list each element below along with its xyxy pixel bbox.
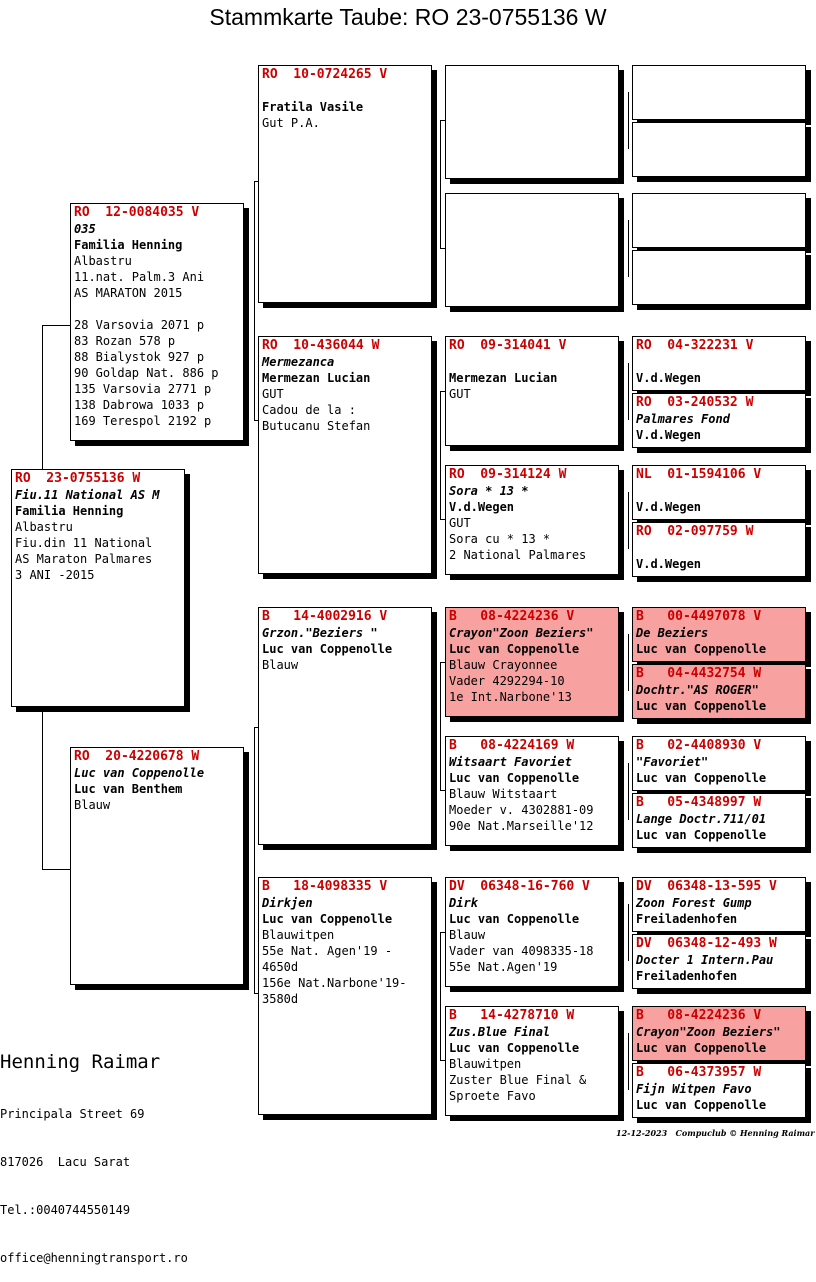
pigeon-card-g11 — [632, 736, 806, 791]
pigeon-card-father — [70, 203, 244, 441]
pigeon-info-line: 28 Varsovia 2071 p — [74, 318, 205, 332]
pigeon-name — [636, 211, 802, 227]
pigeon-info-line: 4650d — [262, 960, 299, 974]
pigeon-info-line: Sproete Favo — [449, 1089, 536, 1103]
connector-line — [42, 707, 43, 870]
pigeon-info-line: 55e Nat. Agen'19 - — [262, 944, 393, 958]
ring-number: B 02-4408930 V — [636, 738, 762, 753]
ring-number — [636, 67, 802, 83]
page-title: Stammkarte Taube: RO 23-0755136 W — [209, 4, 607, 30]
ring-number — [449, 195, 615, 211]
ring-number — [636, 124, 802, 140]
pigeon-info-line: Blauw — [74, 798, 111, 812]
pigeon-card-mff — [445, 607, 619, 717]
pigeon-name — [636, 268, 802, 284]
breeder-name — [636, 99, 802, 115]
breeder-name: V.d.Wegen — [636, 371, 702, 385]
ring-number: DV 06348-13-595 V — [636, 879, 777, 894]
breeder-name: V.d.Wegen — [449, 500, 515, 514]
breeder-name: Familia Henning — [15, 504, 124, 518]
pigeon-info-line: 3 ANI -2015 — [15, 568, 95, 582]
connector-line — [42, 325, 70, 326]
connector-line — [628, 763, 629, 820]
pigeon-card-fff — [445, 65, 619, 179]
ring-number: RO 10-436044 W — [262, 338, 380, 353]
pigeon-name: Docter 1 Intern.Pau — [636, 953, 774, 967]
connector-line — [628, 1033, 629, 1090]
pigeon-card-mm — [258, 877, 432, 1115]
pigeon-info-line: AS Maraton Palmares — [15, 552, 153, 566]
breeder-name — [636, 156, 802, 172]
ring-number — [636, 195, 802, 211]
breeder-name: Luc van Coppenolle — [636, 828, 767, 842]
connector-line — [440, 391, 441, 519]
pigeon-card-ff — [258, 65, 432, 303]
pigeon-card-mother — [70, 747, 244, 985]
ring-number — [636, 252, 802, 268]
ring-number: RO 10-0724265 V — [262, 67, 388, 82]
ring-number: B 08-4224236 V — [449, 609, 575, 624]
ring-number — [449, 67, 615, 83]
pigeon-info-line: Zuster Blue Final & — [449, 1073, 587, 1087]
pigeon-name: Crayon"Zoon Beziers" — [449, 626, 594, 640]
breeder-name: Luc van Coppenolle — [636, 1041, 767, 1055]
pigeon-info-line: Blauwitpen — [449, 1057, 522, 1071]
pigeon-info-line: Butucanu Stefan — [262, 419, 371, 433]
breeder-name: Luc van Coppenolle — [636, 642, 767, 656]
pigeon-info-line: Vader van 4098335-18 — [449, 944, 594, 958]
owner-email: office@henningtransport.ro — [0, 1251, 188, 1265]
breeder-name: Luc van Coppenolle — [262, 912, 393, 926]
pigeon-card-mf — [258, 607, 432, 845]
pigeon-name: Sora * 13 * — [449, 484, 529, 498]
connector-line — [628, 92, 629, 149]
footer-credit: 12-12-2023 Compuclub © Henning Raimar — [616, 1128, 815, 1138]
pigeon-name: Palmares Fond — [636, 412, 730, 426]
ring-number: B 04-4432754 W — [636, 666, 762, 681]
connector-line — [628, 634, 629, 691]
breeder-name: Fratila Vasile — [262, 100, 364, 114]
pigeon-card-g2 — [632, 122, 806, 177]
pigeon-card-g1 — [632, 65, 806, 120]
breeder-name: Freiladenhofen — [636, 969, 738, 983]
ring-number: RO 09-314124 W — [449, 467, 567, 482]
ring-number: NL 01-1594106 V — [636, 467, 762, 482]
pigeon-info-line: GUT — [449, 387, 471, 401]
pigeon-card-mmf — [445, 877, 619, 987]
connector-line — [254, 181, 255, 421]
pigeon-card-mmm — [445, 1006, 619, 1116]
ring-number: B 05-4348997 W — [636, 795, 762, 810]
pigeon-info-line: 135 Varsovia 2771 p — [74, 382, 212, 396]
pigeon-info-line: 2 National Palmares — [449, 548, 587, 562]
pigeon-info-line: Blauw — [262, 658, 299, 672]
pigeon-name: 035 — [74, 222, 96, 236]
pigeon-info-line: 90e Nat.Marseille'12 — [449, 819, 594, 833]
pigeon-info-line: 55e Nat.Agen'19 — [449, 960, 558, 974]
pigeon-card-ffm — [445, 193, 619, 307]
ring-number: B 14-4002916 V — [262, 609, 388, 624]
pigeon-info-line: 1e Int.Narbone'13 — [449, 690, 572, 704]
breeder-name: Luc van Coppenolle — [449, 642, 580, 656]
pigeon-name — [636, 540, 802, 556]
pigeon-card-g12 — [632, 793, 806, 848]
owner-name: Henning Raimar — [0, 1051, 161, 1073]
ring-number: RO 02-097759 W — [636, 524, 754, 539]
pigeon-info-line: 88 Bialystok 927 p — [74, 350, 205, 364]
pigeon-info-line: GUT — [262, 387, 284, 401]
pigeon-card-subject — [11, 469, 185, 707]
pigeon-card-g13 — [632, 877, 806, 932]
ring-number: RO 23-0755136 W — [15, 471, 141, 486]
pigeon-card-g3 — [632, 193, 806, 248]
pigeon-info-line — [74, 301, 240, 317]
pigeon-name: Fijn Witpen Favo — [636, 1082, 752, 1096]
ring-number: RO 04-322231 V — [636, 338, 754, 353]
pigeon-info-line: Moeder v. 4302881-09 — [449, 803, 594, 817]
pigeon-info-line: Vader 4292294-10 — [449, 674, 565, 688]
pigeon-name — [636, 483, 802, 499]
pigeon-name: Luc van Coppenolle — [74, 766, 205, 780]
pigeon-info-line: 90 Goldap Nat. 886 p — [74, 366, 219, 380]
pigeon-name: Lange Doctr.711/01 — [636, 812, 767, 826]
pigeon-name — [449, 354, 615, 370]
connector-line — [254, 727, 255, 994]
ring-number: B 00-4497078 V — [636, 609, 762, 624]
ring-number: RO 03-240532 W — [636, 395, 754, 410]
ring-number: B 18-4098335 V — [262, 879, 388, 894]
pigeon-info-line: Fiu.din 11 National — [15, 536, 153, 550]
pigeon-card-g9 — [632, 607, 806, 662]
pigeon-info-line: Albastru — [74, 254, 132, 268]
connector-line — [628, 220, 629, 277]
connector-line — [440, 120, 441, 248]
breeder-name: Luc van Coppenolle — [636, 1098, 767, 1112]
ring-number: RO 20-4220678 W — [74, 749, 200, 764]
pigeon-name: Grzon."Beziers " — [262, 626, 378, 640]
breeder-name: Luc van Coppenolle — [449, 771, 580, 785]
pigeon-card-g5 — [632, 336, 806, 391]
owner-street: Principala Street 69 — [0, 1107, 145, 1121]
connector-line — [628, 904, 629, 961]
ring-number: B 08-4224169 W — [449, 738, 575, 753]
pigeon-card-fm — [258, 336, 432, 574]
connector-line — [628, 363, 629, 420]
pigeon-name: Mermezanca — [262, 355, 335, 369]
pigeon-card-mfm — [445, 736, 619, 846]
pigeon-info-line: Gut P.A. — [262, 116, 320, 130]
pigeon-card-g7 — [632, 465, 806, 520]
breeder-name: Luc van Coppenolle — [636, 699, 767, 713]
pigeon-info-line: 156e Nat.Narbone'19- — [262, 976, 407, 990]
pigeon-name: Crayon"Zoon Beziers" — [636, 1025, 781, 1039]
pigeon-card-g4 — [632, 250, 806, 305]
pigeon-name — [262, 83, 428, 99]
pigeon-info-line: GUT — [449, 516, 471, 530]
ring-number: B 06-4373957 W — [636, 1065, 762, 1080]
pigeon-card-g8 — [632, 522, 806, 577]
owner-phone: Tel.:0040744550149 — [0, 1203, 131, 1217]
pigeon-info-line: 138 Dabrowa 1033 p — [74, 398, 205, 412]
connector-line — [628, 492, 629, 549]
pigeon-info-line: Sora cu * 13 * — [449, 532, 551, 546]
pigeon-info-line: Blauwitpen — [262, 928, 335, 942]
pigeon-name: Dirkjen — [262, 896, 313, 910]
ring-number: DV 06348-12-493 W — [636, 936, 777, 951]
breeder-name — [636, 284, 802, 300]
ring-number: RO 12-0084035 V — [74, 205, 200, 220]
pigeon-info-line: Blauw Witstaart — [449, 787, 558, 801]
breeder-name: Luc van Coppenolle — [636, 771, 767, 785]
breeder-name: Mermezan Lucian — [449, 371, 558, 385]
connector-line — [42, 325, 43, 469]
pigeon-info-line: Albastru — [15, 520, 73, 534]
pigeon-info-line: Blauw — [449, 928, 486, 942]
pigeon-info-line: Cadou de la : — [262, 403, 356, 417]
connector-line — [42, 869, 70, 870]
pigeon-name: Zus.Blue Final — [449, 1025, 551, 1039]
connector-line — [440, 662, 441, 790]
breeder-name: Freiladenhofen — [636, 912, 738, 926]
connector-line — [440, 932, 441, 1060]
breeder-name — [636, 227, 802, 243]
pigeon-name — [636, 354, 802, 370]
pigeon-card-g16 — [632, 1063, 806, 1118]
breeder-name: Luc van Coppenolle — [262, 642, 393, 656]
ring-number: B 14-4278710 W — [449, 1008, 575, 1023]
breeder-name: Mermezan Lucian — [262, 371, 371, 385]
breeder-name: V.d.Wegen — [636, 557, 702, 571]
pigeon-info-line: 169 Terespol 2192 p — [74, 414, 212, 428]
breeder-name: V.d.Wegen — [636, 428, 702, 442]
pigeon-name — [449, 83, 615, 99]
ring-number: RO 09-314041 V — [449, 338, 567, 353]
breeder-name: Luc van Coppenolle — [449, 912, 580, 926]
pigeon-name: "Favoriet" — [636, 755, 709, 769]
pigeon-card-fmm — [445, 465, 619, 575]
pigeon-name: De Beziers — [636, 626, 709, 640]
ring-number: B 08-4224236 V — [636, 1008, 762, 1023]
pigeon-card-g14 — [632, 934, 806, 989]
pigeon-card-g6 — [632, 393, 806, 448]
breeder-name — [449, 99, 615, 115]
owner-city: 817026 Lacu Sarat — [0, 1155, 131, 1169]
pigeon-info-line: Blauw Crayonnee — [449, 658, 558, 672]
breeder-name: Luc van Coppenolle — [449, 1041, 580, 1055]
pigeon-name: Dirk — [449, 896, 478, 910]
pigeon-card-g10 — [632, 664, 806, 719]
pigeon-info-line: 3580d — [262, 992, 299, 1006]
pigeon-name: Witsaart Favoriet — [449, 755, 572, 769]
pigeon-info-line: AS MARATON 2015 — [74, 286, 183, 300]
pigeon-name: Zoon Forest Gump — [636, 896, 752, 910]
breeder-name — [449, 227, 615, 243]
owner-block — [0, 1018, 188, 1282]
pigeon-name: Dochtr."AS ROGER" — [636, 683, 759, 697]
ring-number: DV 06348-16-760 V — [449, 879, 590, 894]
pigeon-name — [449, 211, 615, 227]
breeder-name: V.d.Wegen — [636, 500, 702, 514]
pigeon-name: Fiu.11 National AS M — [15, 488, 160, 502]
pigeon-info-line: 11.nat. Palm.3 Ani — [74, 270, 205, 284]
pigeon-name — [636, 83, 802, 99]
pigeon-name — [636, 140, 802, 156]
pigeon-card-fmf — [445, 336, 619, 446]
pigeon-info-line: 83 Rozan 578 p — [74, 334, 176, 348]
pigeon-card-g15 — [632, 1006, 806, 1061]
breeder-name: Luc van Benthem — [74, 782, 183, 796]
breeder-name: Familia Henning — [74, 238, 183, 252]
